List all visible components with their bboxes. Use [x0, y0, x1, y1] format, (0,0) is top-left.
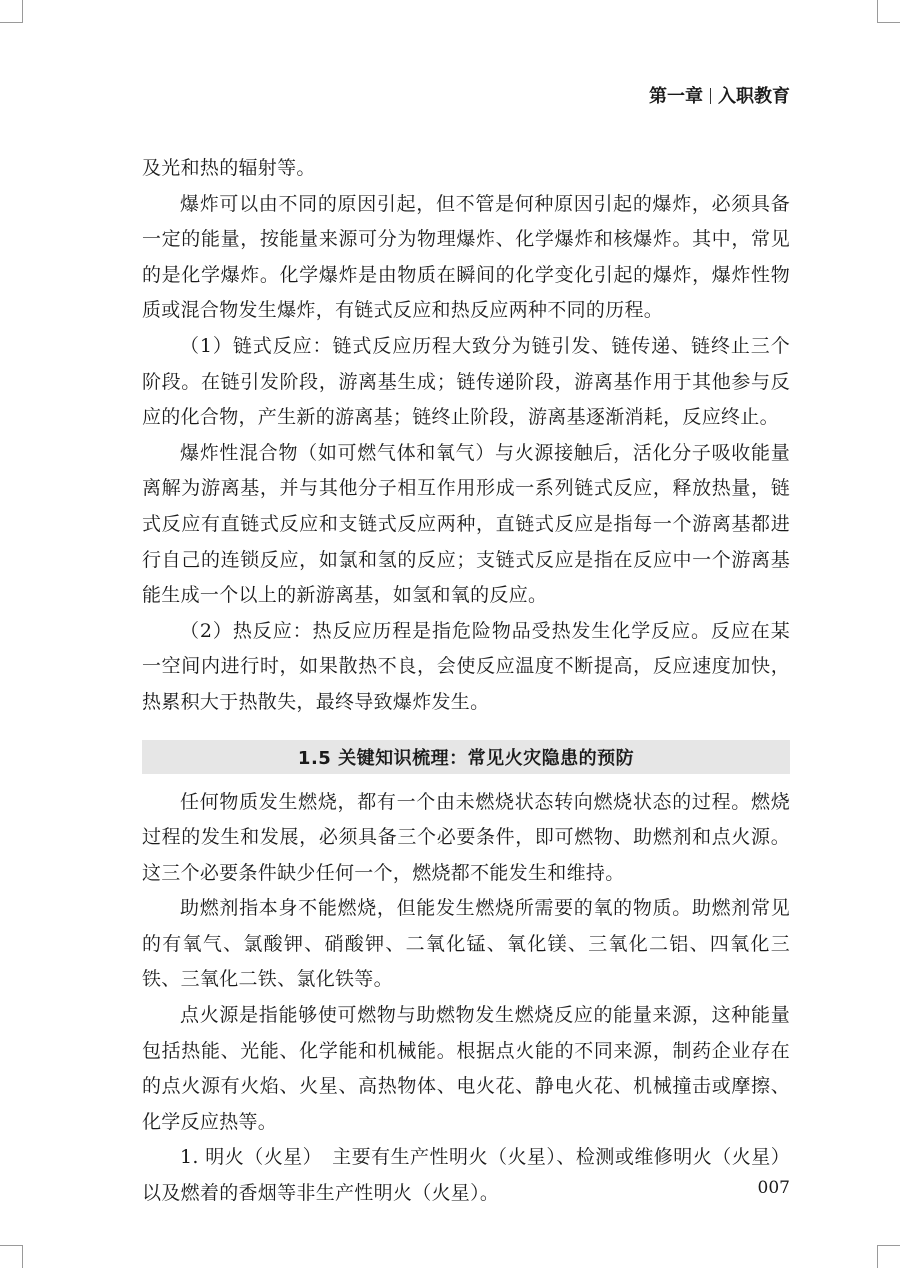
header-divider [710, 88, 711, 104]
crop-mark-bottom-left [0, 1245, 23, 1268]
paragraph: 任何物质发生燃烧，都有一个由未燃烧状态转向燃烧状态的过程。燃烧过程的发生和发展，必须具备三个必要条件，即可燃物、助燃剂和点火源。这三个必要条件缺少任何一个，燃烧都不能发生和维持。 [142, 790, 790, 884]
paragraph: 爆炸可以由不同的原因引起，但不管是何种原因引起的爆炸，必须具备一定的能量，按能量来源可分为物理爆炸、化学爆炸和核爆炸。其中，常见的是化学爆炸。化学爆炸是由物质在瞬间的化学变化引起的爆炸，爆炸性物质或混合物发生爆炸，有链式反应和热反应两种不同的历程。 [142, 192, 790, 322]
crop-mark-top-right [877, 0, 900, 23]
paragraphs-before-section [142, 151, 790, 721]
crop-mark-top-left [0, 0, 23, 23]
paragraph: （1）链式反应：链式反应历程大致分为链引发、链传递、链终止三个阶段。在链引发阶段，游离基生成；链传递阶段，游离基作用于其他参与反应的化合物，产生新的游离基；链终止阶段，游离基逐渐消耗，反应终止。 [142, 334, 790, 429]
paragraphs-after-section [142, 785, 790, 1212]
paragraph: （2）热反应：热反应历程是指危险物品受热发生化学反应。反应在某一空间内进行时，如果散热不良，会使反应温度不断提高，反应速度加快，热累积大于热散失，最终导致爆炸发生。 [142, 619, 790, 713]
paragraph: 及光和热的辐射等。 [142, 157, 316, 179]
page-number: 007 [757, 1178, 790, 1198]
section-heading-bar [142, 740, 790, 774]
paragraph: 助燃剂指本身不能燃烧，但能发生燃烧所需要的氧的物质。助燃剂常见的有氧气、氯酸钾、硝酸钾、二氧化锰、氧化镁、三氧化二铝、四氧化三铁、三氧化二铁、氯化铁等。 [142, 897, 790, 991]
section-heading: 1.5 关键知识梳理：常见火灾隐患的预防 [297, 747, 635, 769]
page-body [142, 151, 790, 1212]
paragraph: 点火源是指能够使可燃物与助燃物发生燃烧反应的能量来源，这种能量包括热能、光能、化学能和机械能。根据点火能的不同来源，制药企业存在的点火源有火焰、火星、高热物体、电火花、静电火花、机械撞击或摩擦、化学反应热等。 [142, 1004, 790, 1133]
paragraph: 1. 明火（火星） 主要有生产性明火（火星）、检测或维修明火（火星）以及燃着的香烟等非生产性明火（火星）。 [142, 1146, 790, 1205]
chapter-title: 入职教育 [718, 86, 790, 107]
paragraph: 爆炸性混合物（如可燃气体和氧气）与火源接触后，活化分子吸收能量离解为游离基，并与其他分子相互作用形成一系列链式反应，释放热量，链式反应有直链式反应和支链式反应两种，直链式反应是指每一个游离基都进行自己的连锁反应，如氯和氢的反应；支链式反应是指在反应中一个游离基能生成一个以上的新游离基，如氢和氧的反应。 [142, 441, 790, 607]
chapter-number: 第一章 [649, 86, 703, 107]
running-header [649, 82, 790, 108]
crop-mark-bottom-right [877, 1245, 900, 1268]
